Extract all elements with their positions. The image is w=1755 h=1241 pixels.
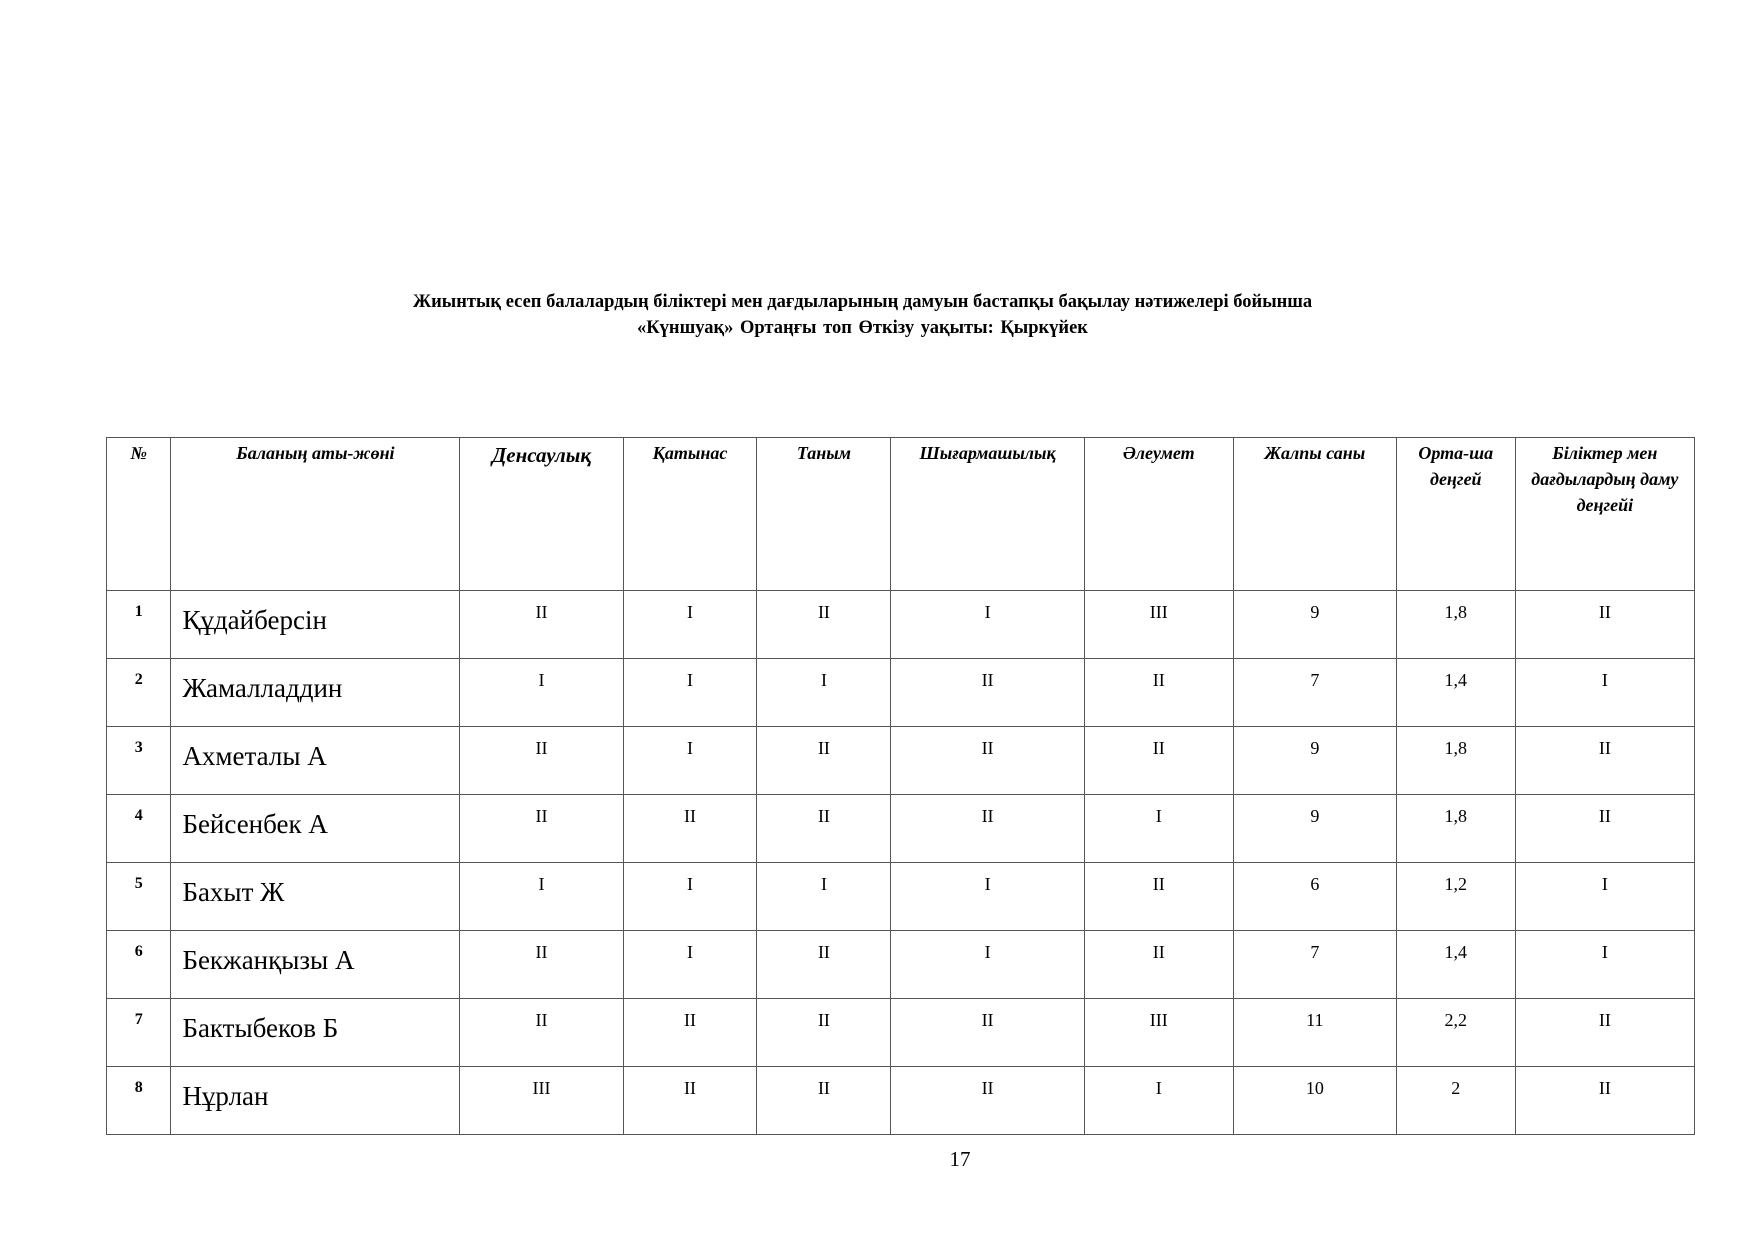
- page-number: 17: [949, 1147, 971, 1171]
- cell-child-name: Бейсенбек А: [171, 795, 460, 863]
- cell-skills-level: II: [1515, 1067, 1694, 1135]
- cell-average-level: 1,4: [1396, 659, 1515, 727]
- cell-social: II: [1084, 659, 1233, 727]
- cell-number: 3: [107, 727, 171, 795]
- header-cognition: Таным: [757, 438, 891, 591]
- table-row: [107, 931, 1695, 999]
- cell-total: 11: [1233, 999, 1396, 1067]
- cell-cognition: II: [757, 795, 891, 863]
- cell-health: III: [460, 1067, 623, 1135]
- header-creativity: Шығармашылық: [891, 438, 1084, 591]
- cell-child-name: Ахметалы А: [171, 727, 460, 795]
- cell-cognition: I: [757, 863, 891, 931]
- cell-health: I: [460, 659, 623, 727]
- cell-social: III: [1084, 591, 1233, 659]
- cell-number: 7: [107, 999, 171, 1067]
- cell-social: III: [1084, 999, 1233, 1067]
- header-communication: Қатынас: [623, 438, 757, 591]
- cell-total: 9: [1233, 795, 1396, 863]
- cell-cognition: II: [757, 591, 891, 659]
- cell-number: 4: [107, 795, 171, 863]
- header-total: Жалпы саны: [1233, 438, 1396, 591]
- cell-communication: I: [623, 591, 757, 659]
- cell-average-level: 1,4: [1396, 931, 1515, 999]
- cell-number: 1: [107, 591, 171, 659]
- cell-cognition: II: [757, 931, 891, 999]
- cell-communication: I: [623, 659, 757, 727]
- report-subtitle: «Күншуақ» Ортаңғы топ Өткізу уақыты: Қыркүйек: [637, 318, 1088, 338]
- table-row: [107, 591, 1695, 659]
- cell-average-level: 1,8: [1396, 591, 1515, 659]
- cell-communication: II: [623, 1067, 757, 1135]
- cell-social: II: [1084, 931, 1233, 999]
- table-row: [107, 795, 1695, 863]
- cell-total: 7: [1233, 659, 1396, 727]
- cell-child-name: Бекжанқызы А: [171, 931, 460, 999]
- cell-communication: I: [623, 727, 757, 795]
- cell-social: II: [1084, 727, 1233, 795]
- table-row: [107, 999, 1695, 1067]
- table-header-row: [107, 438, 1695, 591]
- cell-cognition: I: [757, 659, 891, 727]
- cell-child-name: Нұрлан: [171, 1067, 460, 1135]
- cell-creativity: II: [891, 795, 1084, 863]
- table-row: [107, 863, 1695, 931]
- table-body: [107, 591, 1695, 1135]
- results-table: [106, 437, 1695, 1135]
- cell-creativity: I: [891, 591, 1084, 659]
- cell-social: II: [1084, 863, 1233, 931]
- cell-cognition: II: [757, 999, 891, 1067]
- header-skills-level: Біліктер мен дағдылардың даму деңгейі: [1515, 438, 1694, 591]
- header-social: Әлеумет: [1084, 438, 1233, 591]
- cell-health: II: [460, 591, 623, 659]
- cell-communication: I: [623, 931, 757, 999]
- cell-total: 7: [1233, 931, 1396, 999]
- cell-number: 2: [107, 659, 171, 727]
- cell-health: II: [460, 931, 623, 999]
- cell-creativity: I: [891, 863, 1084, 931]
- cell-child-name: Бактыбеков Б: [171, 999, 460, 1067]
- cell-creativity: II: [891, 1067, 1084, 1135]
- cell-health: I: [460, 863, 623, 931]
- cell-creativity: II: [891, 999, 1084, 1067]
- cell-total: 9: [1233, 727, 1396, 795]
- report-title: Жиынтық есеп балалардың біліктері мен дағдыларының дамуын бастапқы бақылау нәтижелері бойынша: [412, 292, 1313, 312]
- cell-skills-level: II: [1515, 795, 1694, 863]
- table-row: [107, 659, 1695, 727]
- cell-skills-level: II: [1515, 591, 1694, 659]
- cell-creativity: II: [891, 727, 1084, 795]
- cell-number: 5: [107, 863, 171, 931]
- cell-creativity: II: [891, 659, 1084, 727]
- cell-average-level: 1,8: [1396, 795, 1515, 863]
- cell-social: I: [1084, 1067, 1233, 1135]
- cell-creativity: I: [891, 931, 1084, 999]
- cell-skills-level: I: [1515, 863, 1694, 931]
- cell-child-name: Жамалладдин: [171, 659, 460, 727]
- cell-number: 6: [107, 931, 171, 999]
- cell-number: 8: [107, 1067, 171, 1135]
- cell-communication: I: [623, 863, 757, 931]
- cell-skills-level: II: [1515, 999, 1694, 1067]
- cell-skills-level: I: [1515, 659, 1694, 727]
- header-number: №: [107, 438, 171, 591]
- cell-social: I: [1084, 795, 1233, 863]
- cell-average-level: 1,8: [1396, 727, 1515, 795]
- header-average-level: Орта-ша деңгей: [1396, 438, 1515, 591]
- table-row: [107, 727, 1695, 795]
- header-child-name: Баланың аты-жөні: [171, 438, 460, 591]
- header-health: Денсаулық: [460, 438, 623, 591]
- cell-skills-level: II: [1515, 727, 1694, 795]
- cell-average-level: 2,2: [1396, 999, 1515, 1067]
- cell-communication: II: [623, 795, 757, 863]
- cell-communication: II: [623, 999, 757, 1067]
- cell-health: II: [460, 727, 623, 795]
- cell-skills-level: I: [1515, 931, 1694, 999]
- cell-total: 6: [1233, 863, 1396, 931]
- cell-child-name: Құдайберсін: [171, 591, 460, 659]
- table-row: [107, 1067, 1695, 1135]
- cell-average-level: 2: [1396, 1067, 1515, 1135]
- cell-total: 9: [1233, 591, 1396, 659]
- cell-cognition: II: [757, 1067, 891, 1135]
- cell-average-level: 1,2: [1396, 863, 1515, 931]
- cell-child-name: Бахыт Ж: [171, 863, 460, 931]
- cell-total: 10: [1233, 1067, 1396, 1135]
- cell-health: II: [460, 999, 623, 1067]
- cell-health: II: [460, 795, 623, 863]
- cell-cognition: II: [757, 727, 891, 795]
